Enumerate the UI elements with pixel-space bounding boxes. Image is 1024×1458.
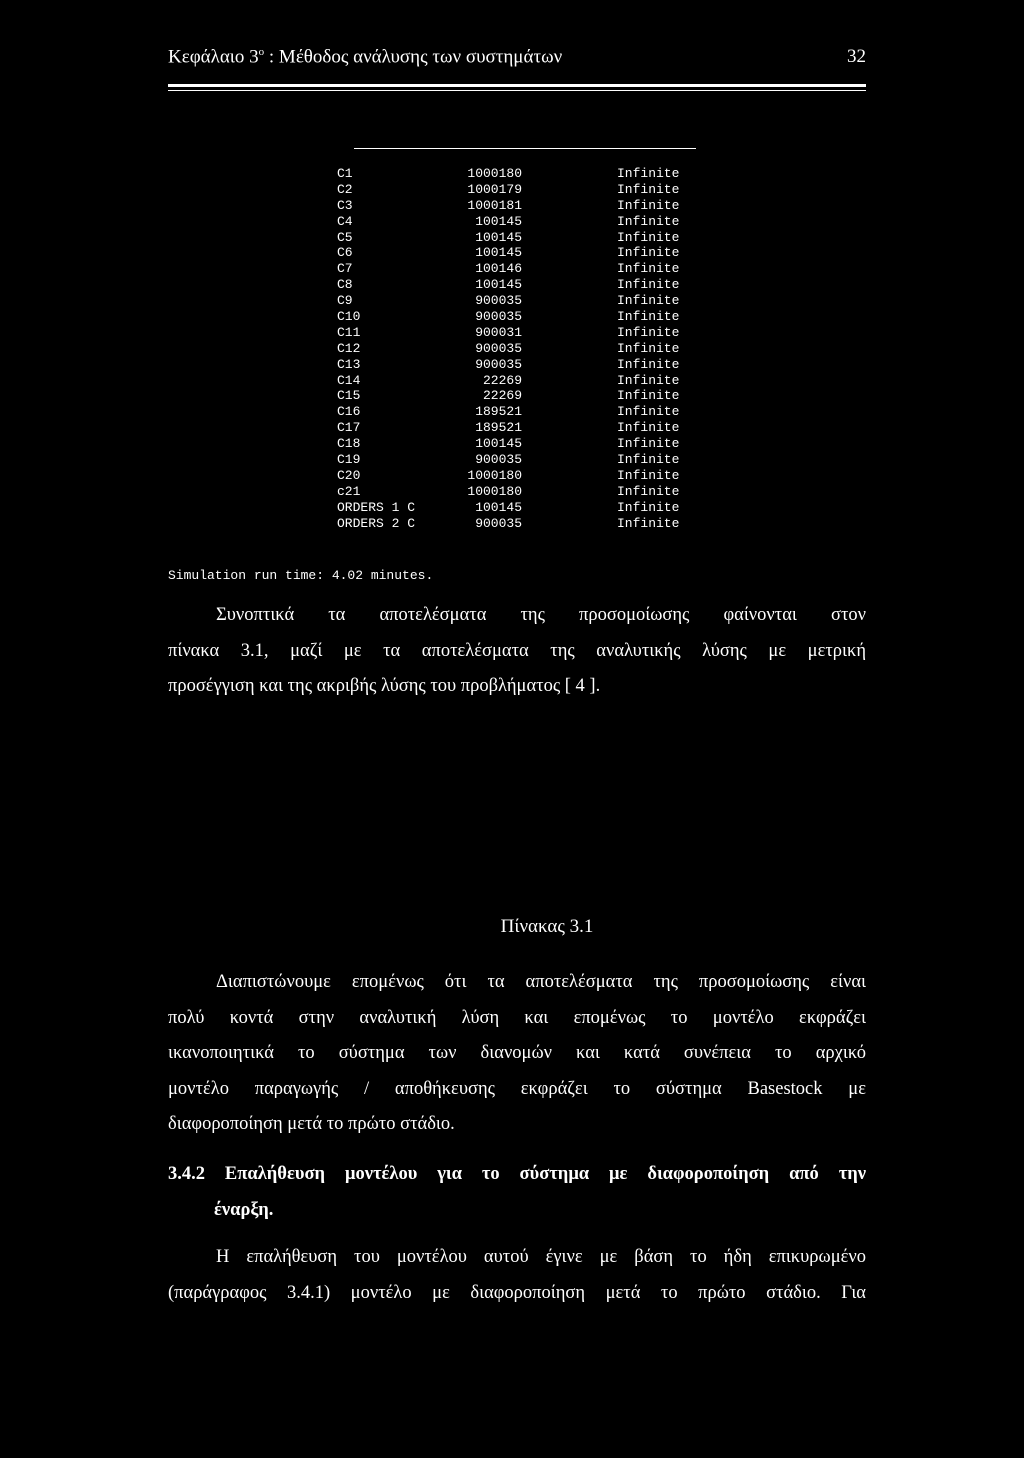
row-name: C20: [337, 467, 361, 483]
table-row: [337, 373, 697, 389]
row-name: ORDERS 1 C: [337, 499, 416, 515]
row-limit: Infinite: [617, 277, 680, 293]
paragraph-line: Συνοπτικά τα αποτελέσματα της προσομοίωσης φαίνονται στον: [216, 605, 866, 625]
row-limit: Infinite: [617, 404, 680, 420]
table-row: [337, 309, 697, 325]
paragraph-line: (παράγραφος 3.4.1) μοντέλο με διαφοροποίηση μετά το πρώτο στάδιο. Για: [168, 1282, 866, 1303]
row-limit: Infinite: [617, 483, 680, 499]
row-name: C5: [337, 229, 353, 245]
row-value: 1000180: [467, 467, 522, 483]
row-limit: Infinite: [617, 452, 680, 468]
row-name: ORDERS 2 C: [337, 515, 416, 531]
conclusion-paragraph: [168, 965, 866, 1143]
simulation-run-time: Simulation run time: 4.02 minutes.: [168, 568, 434, 583]
paragraph-line: πίνακα 3.1, μαζί με τα αποτελέσματα της αναλυτικής λύσης με μετρική: [168, 640, 866, 661]
table-row: [337, 182, 697, 198]
row-limit: Infinite: [617, 213, 680, 229]
table-caption: Πίνακας 3.1: [500, 916, 594, 937]
row-limit: Infinite: [617, 245, 680, 261]
table-row: [337, 261, 697, 277]
table-row: [337, 198, 697, 214]
table-row: [337, 245, 697, 261]
row-value: 1000180: [467, 166, 522, 181]
table-row: [337, 357, 697, 373]
page-number: 32: [847, 46, 866, 67]
row-value: 22269: [482, 388, 522, 404]
row-value: 100145: [475, 245, 522, 261]
table-row: [337, 293, 697, 309]
row-name: C11: [337, 324, 361, 340]
row-value: 100145: [475, 213, 522, 229]
simulation-results-table: [337, 166, 697, 531]
row-name: C12: [337, 340, 361, 356]
row-value: 1000180: [467, 483, 522, 499]
row-limit: Infinite: [617, 499, 680, 515]
section-heading: [168, 1156, 866, 1228]
table-row: [337, 484, 697, 500]
paragraph-line: διαφοροποίηση μετά το πρώτο στάδιο.: [168, 1114, 455, 1134]
chapter-title: Κεφάλαιο $3^o$ : Μέθοδος ανάλυσης των συστημάτων: [168, 46, 563, 68]
row-value: 900035: [475, 356, 522, 372]
row-limit: Infinite: [617, 197, 680, 213]
header-rule: [168, 84, 866, 87]
row-limit: Infinite: [617, 388, 680, 404]
row-name: C18: [337, 436, 361, 452]
row-value: 189521: [475, 420, 522, 436]
row-limit: Infinite: [617, 261, 680, 277]
row-name: C7: [337, 261, 353, 277]
row-name: C10: [337, 309, 361, 325]
row-value: 900035: [475, 452, 522, 468]
summary-paragraph: [168, 598, 866, 705]
section-heading-line: έναρξη.: [214, 1200, 274, 1220]
table-row: [337, 500, 697, 516]
row-limit: Infinite: [617, 467, 680, 483]
table-row: [337, 436, 697, 452]
paragraph-line: μοντέλο παραγωγής / αποθήκευσης εκφράζει το σύστημα Basestock με: [168, 1078, 866, 1099]
row-name: C1: [337, 166, 353, 181]
row-value: 900035: [475, 340, 522, 356]
row-value: 100145: [475, 499, 522, 515]
table-row: [337, 214, 697, 230]
row-value: 1000179: [467, 181, 522, 197]
row-limit: Infinite: [617, 436, 680, 452]
row-value: 900035: [475, 293, 522, 309]
row-name: C13: [337, 356, 361, 372]
row-limit: Infinite: [617, 309, 680, 325]
row-value: 22269: [482, 372, 522, 388]
table-row: [337, 341, 697, 357]
row-limit: Infinite: [617, 181, 680, 197]
row-value: 189521: [475, 404, 522, 420]
row-value: 900035: [475, 309, 522, 325]
table-row: [337, 325, 697, 341]
table-row: [337, 277, 697, 293]
row-value: 100145: [475, 436, 522, 452]
header-rule-thin: [168, 90, 866, 91]
table-top-rule: [354, 148, 696, 149]
paragraph-line: ικανοποιητικά το σύστημα των διανομών και κατά συνέπεια το αρχικό: [168, 1043, 866, 1063]
table-row: [337, 230, 697, 246]
table-row: [337, 404, 697, 420]
row-limit: Infinite: [617, 372, 680, 388]
table-row: [337, 166, 697, 182]
row-value: 100145: [475, 229, 522, 245]
table-row: [337, 452, 697, 468]
table-row: [337, 388, 697, 404]
row-name: c21: [337, 483, 361, 499]
page-header: [168, 46, 866, 76]
paragraph-line: πολύ κοντά στην αναλυτική λύση και επομένως το μοντέλο εκφράζει: [168, 1007, 866, 1028]
paragraph-line: προσέγγιση και της ακριβής λύσης του προβλήματος [ 4 ].: [168, 676, 601, 696]
row-name: C6: [337, 245, 353, 261]
row-name: C16: [337, 404, 361, 420]
row-name: C17: [337, 420, 361, 436]
row-value: 100146: [475, 261, 522, 277]
row-limit: Infinite: [617, 420, 680, 436]
row-limit: Infinite: [617, 515, 680, 531]
row-name: C2: [337, 181, 353, 197]
verification-paragraph: [168, 1240, 866, 1311]
table-row: [337, 420, 697, 436]
row-name: C4: [337, 213, 353, 229]
row-name: C15: [337, 388, 361, 404]
row-value: 1000181: [467, 197, 522, 213]
row-name: C14: [337, 372, 361, 388]
table-row: [337, 468, 697, 484]
row-name: C8: [337, 277, 353, 293]
row-name: C19: [337, 452, 361, 468]
row-limit: Infinite: [617, 356, 680, 372]
table-row: [337, 516, 697, 532]
row-value: 100145: [475, 277, 522, 293]
paragraph-line: Διαπιστώνουμε επομένως ότι τα αποτελέσματα της προσομοίωσης είναι: [216, 972, 866, 992]
row-limit: Infinite: [617, 324, 680, 340]
row-limit: Infinite: [617, 340, 680, 356]
row-limit: Infinite: [617, 229, 680, 245]
row-limit: Infinite: [617, 293, 680, 309]
paragraph-line: Η επαλήθευση του μοντέλου αυτού έγινε με βάση το ήδη επικυρωμένο: [216, 1247, 866, 1267]
row-limit: Infinite: [617, 166, 680, 181]
row-name: C3: [337, 197, 353, 213]
row-name: C9: [337, 293, 353, 309]
row-value: 900035: [475, 515, 522, 531]
row-value: 900031: [475, 324, 522, 340]
section-heading-line: 3.4.2 Επαλήθευση μοντέλου για το σύστημα με διαφοροποίηση από την: [168, 1164, 866, 1184]
